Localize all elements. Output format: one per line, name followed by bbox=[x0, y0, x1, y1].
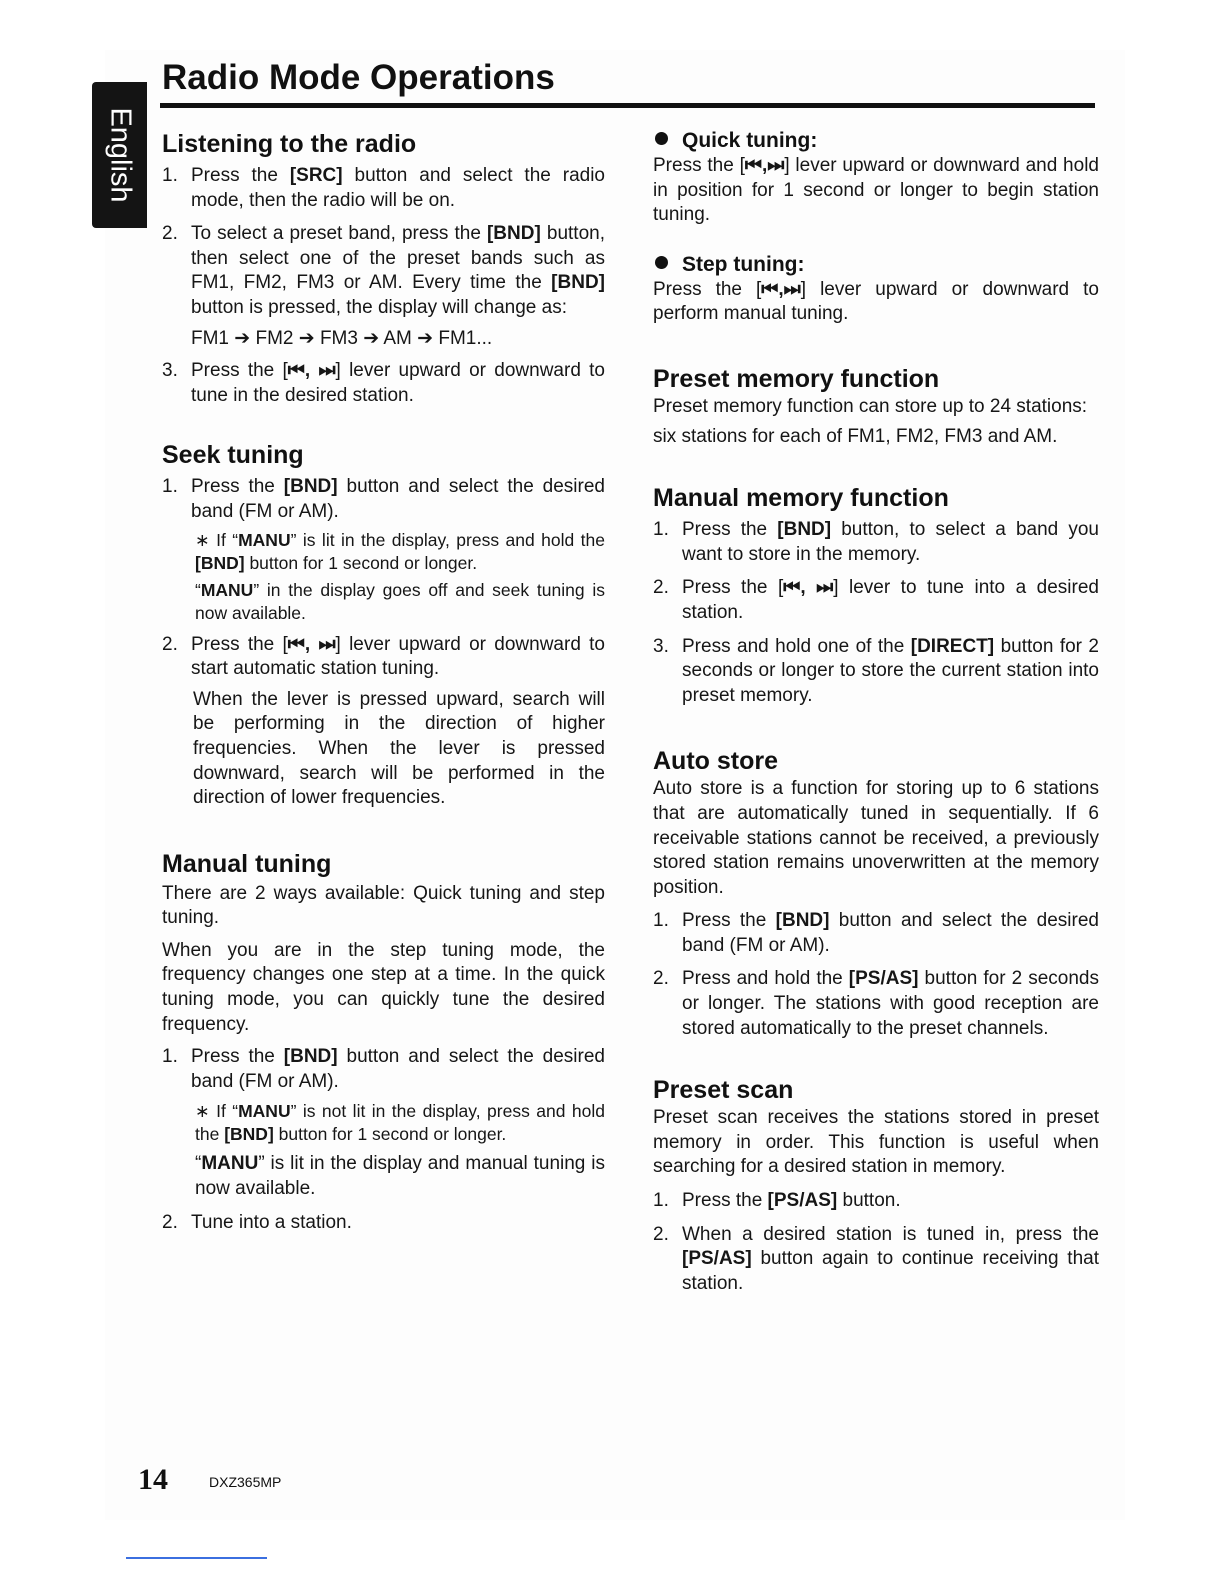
manual-memory-step-2 bbox=[653, 576, 1099, 625]
step-text: When a desired station is tuned in, press the [PS/AS] button again to continue receiving that station. bbox=[682, 1223, 1099, 1294]
manual-step-1 bbox=[162, 1045, 605, 1094]
step-number: 2. bbox=[653, 968, 669, 990]
step-tuning-heading: Step tuning: bbox=[653, 252, 1099, 278]
page-title: Radio Mode Operations bbox=[162, 58, 555, 97]
step-text: To select a preset band, press the [BND] button, then select one of the preset bands such as FM1, FM2, FM3 or AM. Every time the [BND] button is pressed, the display will change as: bbox=[191, 223, 605, 318]
step-number: 2. bbox=[162, 633, 178, 655]
auto-store-step-2 bbox=[653, 967, 1099, 1041]
title-rule bbox=[160, 103, 1095, 108]
manual-memory-step-3 bbox=[653, 635, 1099, 709]
preset-scan-step-2 bbox=[653, 1223, 1099, 1297]
step-number: 3. bbox=[162, 360, 178, 382]
auto-store-heading: Auto store bbox=[653, 747, 778, 776]
seek-heading: Seek tuning bbox=[162, 441, 304, 470]
step-text: Press and hold one of the [DIRECT] button for 2 seconds or longer to store the current station into preset memory. bbox=[682, 635, 1100, 706]
preset-text: Preset memory function can store up to 24 stations: bbox=[653, 395, 1088, 417]
page-number: 14 bbox=[138, 1463, 168, 1496]
manual-description: When you are in the step tuning mode, the frequency changes one step at a time. In the quick tuning mode, you can quickly tune the desired frequency. bbox=[162, 939, 605, 1035]
quick-tuning-heading: Quick tuning: bbox=[653, 128, 1099, 154]
seek-step-1 bbox=[162, 475, 605, 524]
band-cycle: FM1 ➔ FM2 ➔ FM3 ➔ AM ➔ FM1... bbox=[191, 327, 493, 349]
listening-heading: Listening to the radio bbox=[162, 130, 417, 158]
listening-step-3 bbox=[162, 359, 605, 408]
bullet-icon bbox=[655, 256, 668, 269]
manual-note: ∗ If “MANU” is not lit in the display, press and hold the [BND] button for 1 second or longer. bbox=[195, 1101, 605, 1145]
step-number: 1. bbox=[653, 519, 669, 541]
step-tuning-text: Press the [⏮,⏭] lever upward or downward to perform manual tuning. bbox=[653, 278, 1099, 325]
listening-step-2 bbox=[162, 222, 605, 320]
auto-store-text: Auto store is a function for storing up to 6 stations that are automatically tuned in sequentially. If 6 receivable stations cannot be received, a previously stored station remains unoverwritten at the memory position. bbox=[653, 778, 1099, 898]
seek-step-2 bbox=[162, 633, 605, 682]
left-column bbox=[162, 128, 605, 1235]
manual-memory-step-1 bbox=[653, 518, 1099, 567]
step-number: 1. bbox=[162, 476, 178, 498]
step-text: Press the [BND] button and select the desired band (FM or AM). bbox=[682, 910, 1099, 956]
manual-memory-heading: Manual memory function bbox=[653, 484, 949, 513]
preset-heading: Preset memory function bbox=[653, 364, 940, 393]
listening-step-1 bbox=[162, 164, 605, 213]
manual-intro: There are 2 ways available: Quick tuning and step tuning. bbox=[162, 882, 605, 929]
step-number: 3. bbox=[653, 635, 669, 657]
step-text: Tune into a station. bbox=[191, 1211, 352, 1233]
step-number: 2. bbox=[162, 223, 178, 245]
step-number: 1. bbox=[653, 910, 669, 932]
auto-store-step-1 bbox=[653, 909, 1099, 958]
language-tab bbox=[92, 82, 147, 228]
step-number: 1. bbox=[162, 1046, 178, 1068]
step-text: Press the [BND] button, to select a band you want to store in the memory. bbox=[682, 519, 1099, 565]
step-text: Press the [⏮, ⏭] lever to tune into a desired station. bbox=[682, 577, 1099, 623]
preset-scan-text: Preset scan receives the stations stored in preset memory in order. This function is useful when searching for a desired station in memory. bbox=[653, 1107, 1099, 1178]
step-number: 1. bbox=[162, 165, 178, 186]
model-number: DXZ365MP bbox=[209, 1474, 282, 1490]
preset-text-2: six stations for each of FM1, FM2, FM3 and AM. bbox=[653, 425, 1058, 447]
step-text: Press the [⏮, ⏭] lever upward or downward to start automatic station tuning. bbox=[191, 633, 605, 680]
seek-note-2: “MANU” in the display goes off and seek tuning is now available. bbox=[195, 579, 605, 623]
step-text: Press and hold the [PS/AS] button for 2 seconds or longer. The stations with good reception are stored automatically to the preset channels. bbox=[682, 968, 1100, 1039]
language-tab-label: English bbox=[104, 107, 136, 203]
step-number: 2. bbox=[653, 577, 669, 599]
step-number: 2. bbox=[162, 1211, 178, 1233]
step-text: Press the [BND] button and select the desired band (FM or AM). bbox=[191, 1046, 605, 1092]
bottom-link-underline[interactable] bbox=[126, 1557, 267, 1559]
manual-note-2: “MANU” is lit in the display and manual tuning is now available. bbox=[195, 1153, 605, 1200]
manual-step-2 bbox=[162, 1211, 605, 1236]
step-text: Press the [SRC] button and select the radio mode, then the radio will be on. bbox=[191, 165, 605, 211]
seek-note: ∗ If “MANU” is lit in the display, press and hold the [BND] button for 1 second or longer. bbox=[195, 529, 605, 573]
step-text: Press the [BND] button and select the desired band (FM or AM). bbox=[191, 476, 605, 522]
step-text: Press the [PS/AS] button. bbox=[682, 1190, 901, 1212]
manual-heading: Manual tuning bbox=[162, 849, 332, 878]
bullet-icon bbox=[655, 132, 668, 145]
preset-scan-step-1 bbox=[653, 1189, 1099, 1214]
step-number: 1. bbox=[653, 1190, 669, 1212]
right-column bbox=[653, 128, 1099, 1296]
quick-tuning-text: Press the [⏮,⏭] lever upward or downward and hold in position for 1 second or longer to begin station tuning. bbox=[653, 155, 1099, 226]
step-number: 2. bbox=[653, 1223, 669, 1245]
seek-description: When the lever is pressed upward, search will be performing in the direction of higher frequencies. When the lever is pressed downward, search will be performed in the direction of lower frequencies. bbox=[193, 688, 605, 809]
step-text: Press the [⏮, ⏭] lever upward or downward to tune in the desired station. bbox=[191, 360, 605, 406]
preset-scan-heading: Preset scan bbox=[653, 1076, 794, 1105]
